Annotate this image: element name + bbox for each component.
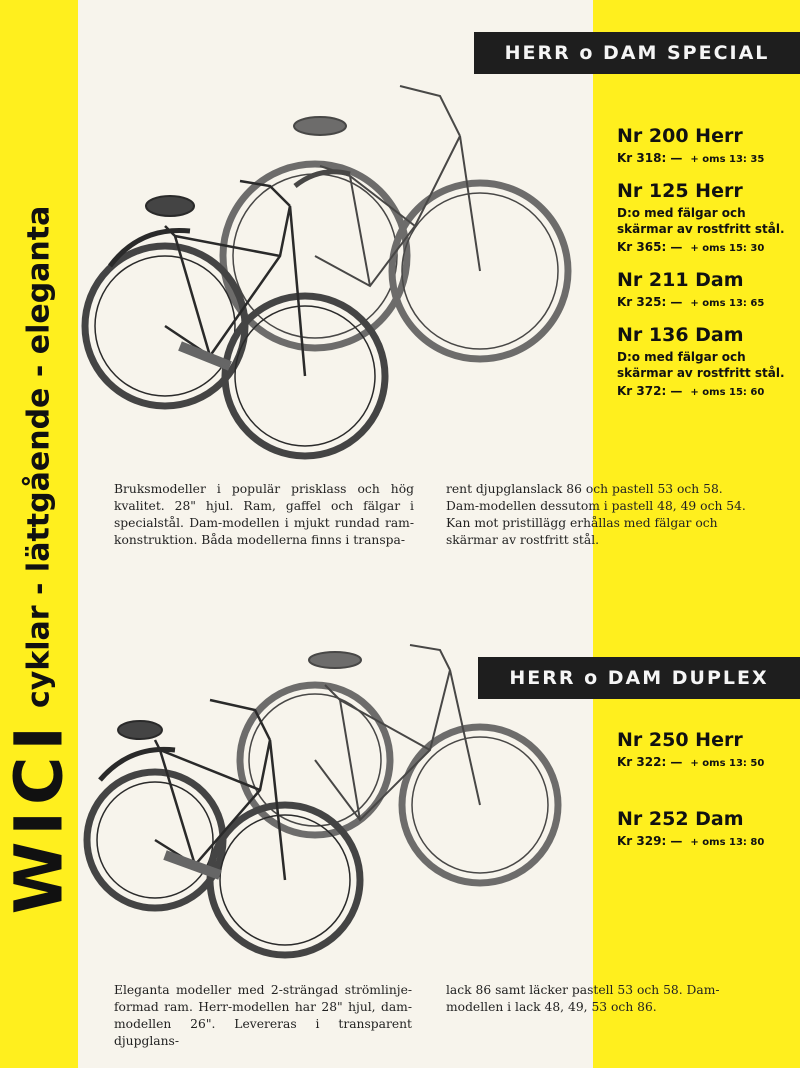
- model-price: [617, 834, 792, 848]
- bicycle-herr-duplex: [87, 700, 360, 955]
- bicycle-dam-special: [223, 86, 568, 359]
- vertical-brand-title: [1, 206, 78, 915]
- model-price: [617, 384, 792, 398]
- brand-name: WICI: [0, 720, 78, 915]
- bicycle-dam-duplex: [240, 645, 558, 883]
- price-value: Kr 325: —: [617, 295, 683, 309]
- bicycle-illustration-duplex: [80, 640, 580, 970]
- model-name: Nr 250 Herr: [617, 729, 743, 751]
- brand-tagline: cyklar - lättgående - eleganta: [21, 205, 57, 709]
- model-description: D:o med fälgar och skärmar av rostfritt stål.: [617, 350, 785, 380]
- price-value: Kr 322: —: [617, 755, 683, 769]
- price-value: Kr 329: —: [617, 834, 683, 848]
- tax-value: + oms 13: 50: [690, 758, 765, 769]
- model-entry: [617, 323, 792, 398]
- price-value: Kr 372: —: [617, 384, 683, 398]
- price-value: Kr 365: —: [617, 240, 683, 254]
- model-price: [617, 151, 792, 165]
- section-banner-duplex: HERR o DAM DUPLEX: [478, 657, 800, 699]
- model-price: [617, 240, 792, 254]
- model-name: Nr 200 Herr: [617, 125, 743, 147]
- model-description: D:o med fälgar och skärmar av rostfritt stål.: [617, 206, 785, 236]
- model-entry: [617, 268, 792, 309]
- model-name: Nr 211 Dam: [617, 269, 744, 291]
- model-entry: [617, 728, 792, 769]
- tax-value: + oms 13: 65: [690, 298, 765, 309]
- description-text-right: rent djupglanslack 86 och pastell 53 och 58. Dam-modellen dessutom i pastell 48, 49 och 54. Kan mot pristillägg erhållas med fälgar och skärmar av rostfritt stål.: [446, 482, 746, 547]
- model-price: [617, 295, 792, 309]
- description-text-left: Eleganta modeller med 2-strängad strömlinje-formad ram. Herr-modellen har 28" hjul, dam-modellen 26". Levereras i transparent djupglans-: [114, 983, 412, 1048]
- description-text-left: Bruksmodeller i populär prisklass och hög kvalitet. 28" hjul. Ram, gaffel och fälgar i specialstål. Dam-modellen i mjukt rundad ram-konstruktion. Båda modellerna finns i transpa-: [114, 482, 414, 547]
- model-name: Nr 125 Herr: [617, 180, 743, 202]
- price-list-special: [617, 124, 792, 412]
- model-entry: [617, 807, 792, 848]
- tax-value: + oms 13: 80: [690, 837, 765, 848]
- model-name: Nr 136 Dam: [617, 324, 744, 346]
- tax-value: + oms 15: 30: [690, 243, 765, 254]
- bicycle-herr-special: [85, 181, 385, 456]
- bicycle-illustration-special: [80, 56, 600, 466]
- model-entry: [617, 124, 792, 165]
- description-text-right: lack 86 samt läcker pastell 53 och 58. Dam-modellen i lack 48, 49, 53 och 86.: [446, 983, 720, 1014]
- model-price: [617, 755, 792, 769]
- tax-value: + oms 13: 35: [690, 154, 765, 165]
- price-list-duplex: [617, 728, 792, 886]
- price-value: Kr 318: —: [617, 151, 683, 165]
- model-entry: [617, 179, 792, 254]
- section-banner-special: HERR o DAM SPECIAL: [474, 32, 800, 74]
- tax-value: + oms 15: 60: [690, 387, 765, 398]
- model-name: Nr 252 Dam: [617, 808, 744, 830]
